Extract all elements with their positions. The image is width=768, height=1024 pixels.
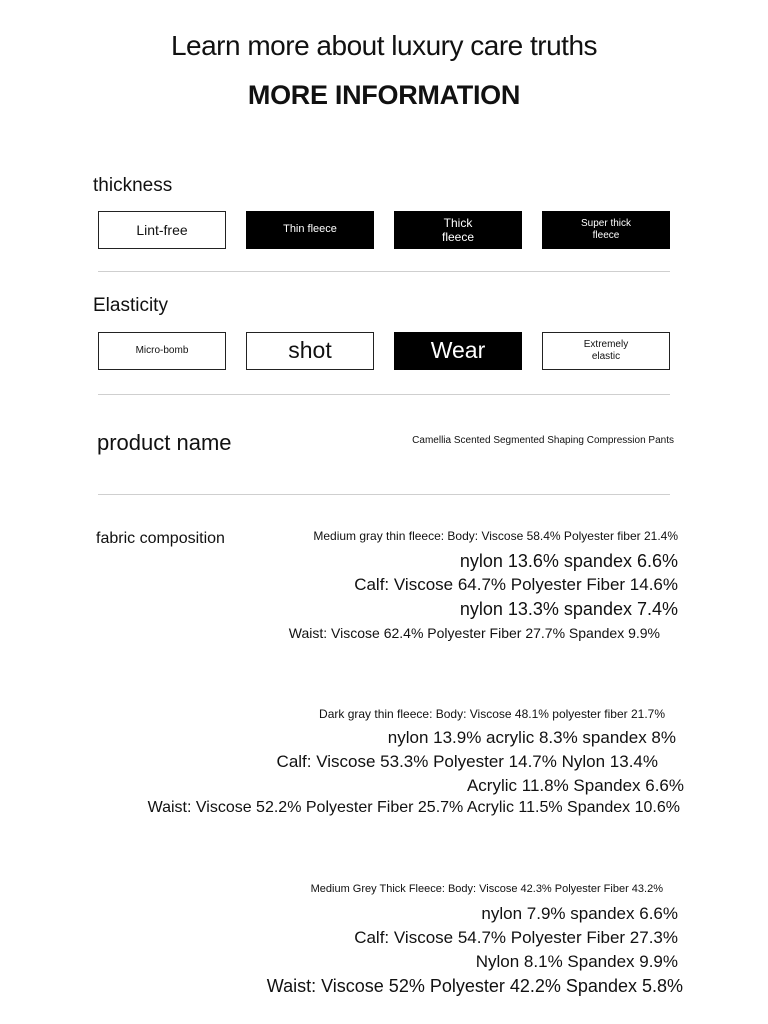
composition-line: nylon 13.6% spandex 6.6% — [459, 551, 678, 571]
product-name-label: product name — [97, 430, 232, 455]
elasticity-option-extremely-elastic[interactable]: Extremely elastic — [542, 332, 670, 370]
page-subtitle: Learn more about luxury care truths — [170, 30, 598, 61]
composition-line: Calf: Viscose 64.7% Polyester Fiber 14.6% — [354, 575, 678, 594]
composition-line: Waist: Viscose 62.4% Polyester Fiber 27.7% Spandex 9.9% — [288, 625, 660, 641]
composition-line: Waist: Viscose 52% Polyester 42.2% Spandex 5.8% — [266, 976, 683, 996]
product-name-value: Camellia Scented Segmented Shaping Compression Pants — [412, 435, 674, 446]
composition-line: Waist: Viscose 52.2% Polyester Fiber 25.7% Acrylic 11.5% Spandex 10.6% — [147, 799, 680, 816]
divider — [98, 271, 670, 272]
elasticity-option-shot[interactable]: shot — [246, 332, 374, 370]
composition-line: Calf: Viscose 54.7% Polyester Fiber 27.3% — [354, 928, 678, 947]
fabric-composition-label: fabric composition — [96, 530, 225, 547]
elasticity-option-micro-bomb[interactable]: Micro-bomb — [98, 332, 226, 370]
divider — [98, 494, 670, 495]
divider — [98, 394, 670, 395]
composition-line: Acrylic 11.8% Spandex 6.6% — [466, 776, 684, 795]
composition-line: Dark gray thin fleece: Body: Viscose 48.1% polyester fiber 21.7% — [319, 707, 665, 721]
thickness-option-lint-free[interactable]: Lint-free — [98, 211, 226, 249]
composition-line: nylon 7.9% spandex 6.6% — [481, 904, 678, 923]
thickness-label: thickness — [93, 175, 173, 196]
composition-line: Medium Grey Thick Fleece: Body: Viscose 42.3% Polyester Fiber 43.2% — [310, 883, 663, 895]
composition-line: Medium gray thin fleece: Body: Viscose 58.4% Polyester fiber 21.4% — [313, 529, 678, 543]
composition-line: nylon 13.9% acrylic 8.3% spandex 8% — [387, 728, 676, 747]
page-title: MORE INFORMATION — [247, 80, 521, 110]
composition-line: Calf: Viscose 53.3% Polyester 14.7% Nylon 13.4% — [276, 752, 658, 771]
elasticity-label: Elasticity — [93, 295, 168, 316]
thickness-option-thick-fleece[interactable]: Thick fleece — [394, 211, 522, 249]
thickness-option-thin-fleece[interactable]: Thin fleece — [246, 211, 374, 249]
thickness-option-super-thick-fleece[interactable]: Super thick fleece — [542, 211, 670, 249]
elasticity-option-wear[interactable]: Wear — [394, 332, 522, 370]
composition-line: nylon 13.3% spandex 7.4% — [459, 599, 678, 619]
composition-line: Nylon 8.1% Spandex 9.9% — [475, 952, 678, 971]
